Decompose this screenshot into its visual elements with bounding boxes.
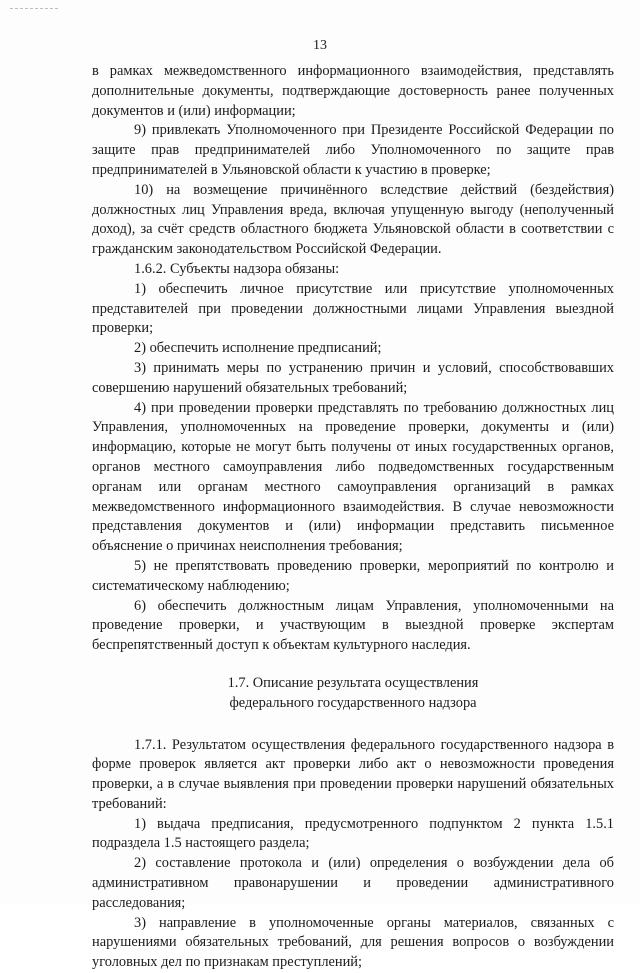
paragraph: 2) составление протокола и (или) определения о возбуждении дела об административном правонарушении и проведении административного расследования; bbox=[92, 855, 614, 911]
paragraph: 3) принимать меры по устранению причин и условий, способствовавших совершению нарушений обязательных требований; bbox=[92, 359, 614, 396]
section-heading bbox=[92, 674, 614, 714]
paragraph: 1.7.1. Результатом осуществления федерального государственного надзора в форме проверок является акт проверки либо акт о невозможности проведения проверки, а в случае выявления при проведении проверки нарушений обязательных требований: bbox=[92, 736, 614, 812]
scan-edge-mark bbox=[10, 8, 58, 10]
paragraph: 6) обеспечить должностным лицам Управления, уполномоченными на проведение проверки, и участвующим в выездной проверке экспертам беспрепятственный доступ к объектам культурного наследия. bbox=[92, 597, 614, 654]
document-body bbox=[92, 62, 614, 973]
section-heading-line: федерального государственного надзора bbox=[229, 694, 477, 711]
paragraph: 1) обеспечить личное присутствие или присутствие уполномоченных представителей при проведении должностными лицами Управления выездной проверки; bbox=[92, 280, 614, 337]
page-number: 13 bbox=[313, 38, 327, 53]
paragraph: в рамках межведомственного информационного взаимодействия, представлять дополнительные документы, подтверждающие достоверность ранее полученных документов и (или) информации; bbox=[92, 63, 614, 119]
paragraph: 5) не препятствовать проведению проверки, мероприятий по контролю и систематическому наблюдению; bbox=[92, 557, 614, 594]
paragraph: 10) на возмещение причинённого вследствие действий (бездействия) должностных лиц Управления вреда, включая упущенную выгоду (неполученный доход), за счёт средств областного бюджета Ульяновской области в соответствии с гражданским законодательством Российской Федерации. bbox=[92, 181, 614, 258]
paragraph: 3) направление в уполномоченные органы материалов, связанных с нарушениями обязательных требований, для решения вопросов о возбуждении уголовных дел по признакам преступлений; bbox=[92, 914, 614, 971]
paragraph: 9) привлекать Уполномоченного при Президенте Российской Федерации по защите прав предпринимателей либо Уполномоченного по защите прав предпринимателей в Ульяновской области к участию в проверке; bbox=[92, 122, 614, 178]
paragraph: 1.6.2. Субъекты надзора обязаны: bbox=[134, 260, 340, 277]
section-heading-line: 1.7. Описание результата осуществления bbox=[227, 674, 479, 691]
paragraph: 4) при проведении проверки представлять по требованию должностных лиц Управления, уполномоченных на проведение проверки, документы и (или) информацию, которые не могут быть получены от иных государственных органов, органов местного самоуправления либо подведомственных государственным органам или органам местного самоуправления организаций в рамках межведомственного информационного взаимодействия. В случае невозможности представления документов и (или) информации представить письменное объяснение о причинах неисполнения требования; bbox=[92, 399, 614, 555]
paragraph: 1) выдача предписания, предусмотренного подпунктом 2 пункта 1.5.1 подраздела 1.5 настоящего раздела; bbox=[92, 815, 614, 852]
paragraph: 2) обеспечить исполнение предписаний; bbox=[134, 340, 382, 357]
